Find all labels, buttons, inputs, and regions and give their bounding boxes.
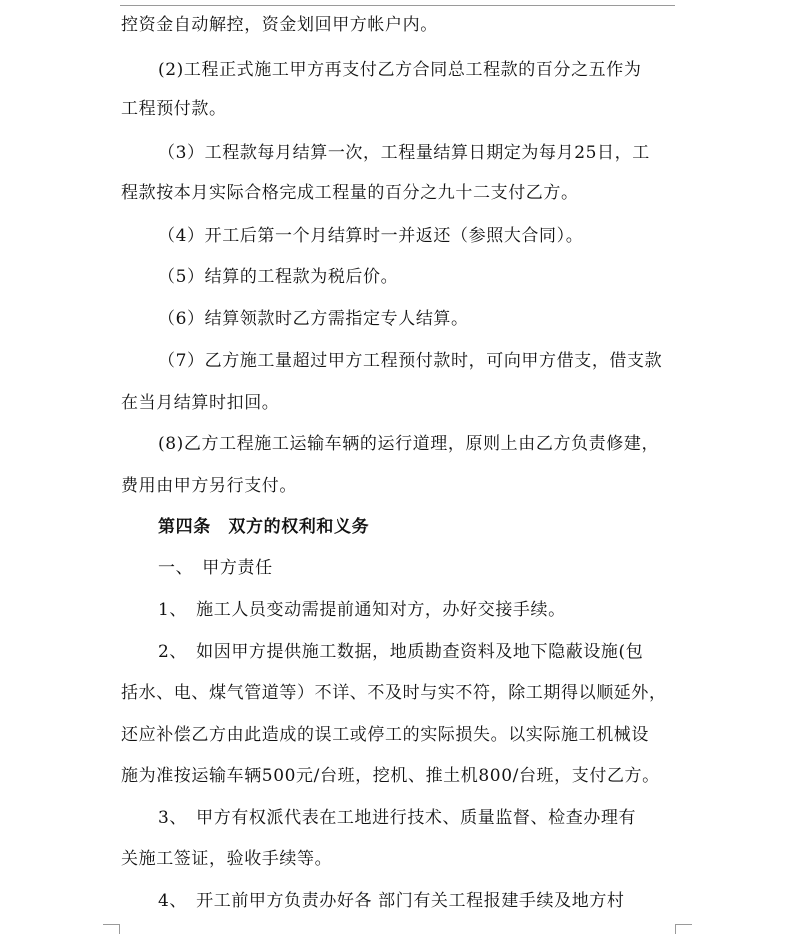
- crop-mark-left-v: [119, 924, 120, 934]
- text-line: 关施工签证，验收手续等。: [121, 849, 333, 869]
- text-line: (2)工程正式施工甲方再支付乙方合同总工程款的百分之五作为: [158, 60, 642, 80]
- text-line: 施为准按运输车辆500元/台班，挖机、推土机800/台班，支付乙方。: [121, 766, 660, 786]
- text-line: （6）结算领款时乙方需指定专人结算。: [158, 309, 469, 329]
- text-line: 程款按本月实际合格完成工程量的百分之九十二支付乙方。: [121, 183, 579, 203]
- crop-mark-right-v: [675, 924, 676, 934]
- text-line: 费用由甲方另行支付。: [121, 476, 297, 496]
- crop-mark-right-h: [675, 924, 692, 925]
- text-line: (8)乙方工程施工运输车辆的运行道理，原则上由乙方负责修建，: [158, 434, 660, 454]
- text-line: 工程预付款。: [121, 99, 227, 119]
- text-line: 还应补偿乙方由此造成的误工或停工的实际损失。以实际施工机械设: [121, 725, 649, 745]
- header-rule: [120, 5, 675, 6]
- text-line: 1、 施工人员变动需提前通知对方，办好交接手续。: [158, 600, 566, 620]
- text-line: （5）结算的工程款为税后价。: [158, 267, 399, 287]
- text-line: 一、 甲方责任: [158, 558, 273, 578]
- text-line: 括水、电、煤气管道等）不详、不及时与实不符，除工期得以顺延外，: [121, 683, 667, 703]
- section-heading: 第四条 双方的权利和义务: [158, 517, 370, 537]
- text-line: 3、 甲方有权派代表在工地进行技术、质量监督、检查办理有: [158, 808, 637, 828]
- text-line: （7）乙方施工量超过甲方工程预付款时，可向甲方借支，借支款: [158, 351, 663, 371]
- text-line: （4）开工后第一个月结算时一并返还（参照大合同）。: [158, 226, 584, 246]
- crop-mark-left-h: [103, 924, 120, 925]
- text-line: （3）工程款每月结算一次，工程量结算日期定为每月25日，工: [158, 143, 650, 163]
- text-line: 控资金自动解控，资金划回甲方帐户内。: [121, 15, 438, 35]
- text-line: 在当月结算时扣回。: [121, 393, 280, 413]
- text-line: 4、 开工前甲方负责办好各 部门有关工程报建手续及地方村: [158, 891, 625, 911]
- text-line: 2、 如因甲方提供施工数据，地质勘查资料及地下隐蔽设施(包: [158, 642, 644, 662]
